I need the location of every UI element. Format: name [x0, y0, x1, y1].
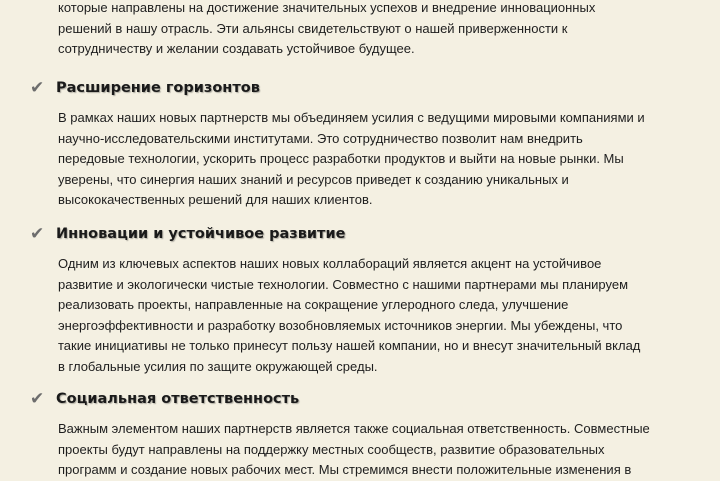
paragraph-line: Одним из ключевых аспектов наших новых коллабораций является акцент на устойчивое [58, 256, 602, 271]
section-heading-row [30, 223, 345, 245]
section-heading: Инновации и устойчивое развитие [56, 226, 346, 242]
section-heading-row [30, 388, 299, 410]
checkmark-icon: ✔ [30, 388, 45, 409]
paragraph-line: которые направлены на достижение значительных успехов и внедрение инновационных [58, 0, 596, 15]
checkmark-icon: ✔ [30, 223, 45, 244]
paragraph-line: уверены, что синергия наших знаний и ресурсов приведет к созданию уникальных и [58, 171, 569, 187]
paragraph-line: высококачественных решений для наших клиентов. [58, 192, 373, 207]
section-paragraph [58, 108, 694, 211]
intro-paragraph [58, 0, 694, 60]
section-heading: Социальная ответственность [56, 391, 300, 407]
paragraph-line: в глобальные усилия по защите окружающей среды. [58, 358, 378, 374]
section-paragraph [58, 254, 694, 377]
paragraph-line: развитие и экологически чистые технологии. Совместно с нашими партнерами мы планируем [58, 276, 629, 292]
paragraph-line: В рамках наших новых партнерств мы объединяем усилия с ведущими мировыми компаниями и [58, 110, 645, 125]
section-paragraph [58, 419, 694, 481]
paragraph-line: программ и создание новых рабочих мест. Мы стремимся внести положительные изменения в [58, 462, 632, 477]
paragraph-line: Важным элементом наших партнерств является также социальная ответственность. Совместные [58, 421, 650, 436]
paragraph-line: передовые технологии, ускорить процесс разработки продуктов и выйти на новые рынки. Мы [58, 151, 624, 166]
paragraph-line: сотрудничеству и желании создавать устойчивое будущее. [58, 41, 415, 56]
section-heading-row [30, 77, 260, 99]
paragraph-line: такие инициативы не только принесут пользу нашей компании, но и внесут значительный вклад [58, 338, 641, 353]
paragraph-line: проекты будут направлены на поддержку местных сообществ, развитие образовательных [58, 441, 605, 457]
paragraph-line: реализовать проекты, направленные на сокращение углеродного следа, улучшение [58, 297, 569, 312]
paragraph-line: энергоэффективности и разработку возобновляемых источников энергии. Мы убеждены, что [58, 317, 623, 333]
paragraph-line: решений в нашу отрасль. Эти альянсы свидетельствуют о нашей приверженности к [58, 20, 568, 36]
section-heading: Расширение горизонтов [56, 80, 260, 96]
checkmark-icon: ✔ [30, 77, 45, 98]
paragraph-line: научно-исследовательскими институтами. Это сотрудничество позволит нам внедрить [58, 130, 583, 146]
